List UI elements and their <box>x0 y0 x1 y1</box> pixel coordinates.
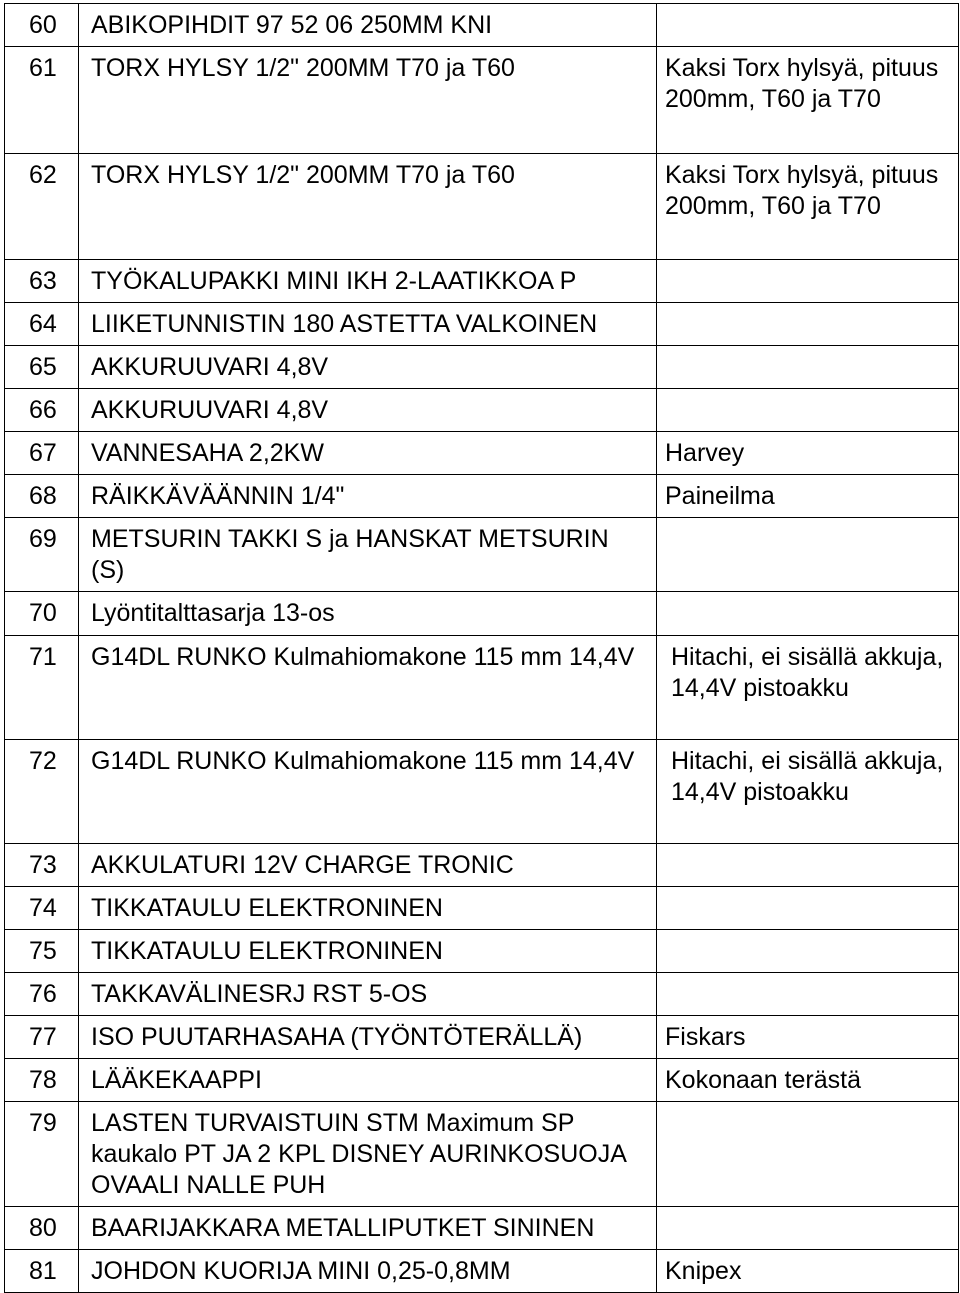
item-number: 79 <box>5 1102 79 1207</box>
item-number: 71 <box>5 636 79 740</box>
item-number: 60 <box>5 4 79 47</box>
item-number: 76 <box>5 973 79 1016</box>
table-row <box>5 887 959 930</box>
item-note <box>657 1102 959 1207</box>
table-row <box>5 260 959 303</box>
item-note <box>657 518 959 592</box>
table-row <box>5 47 959 154</box>
table-row <box>5 1207 959 1250</box>
item-name: TORX HYLSY 1/2" 200MM T70 ja T60 <box>79 47 657 154</box>
table-row <box>5 1016 959 1059</box>
item-note: Kaksi Torx hylsyä, pituus 200mm, T60 ja T70 <box>657 47 959 154</box>
item-note: Harvey <box>657 432 959 475</box>
item-number: 61 <box>5 47 79 154</box>
item-name: METSURIN TAKKI S ja HANSKAT METSURIN (S) <box>79 518 657 592</box>
item-name: AKKURUUVARI 4,8V <box>79 346 657 389</box>
item-name: AKKURUUVARI 4,8V <box>79 389 657 432</box>
item-note <box>657 592 959 636</box>
item-number: 81 <box>5 1250 79 1293</box>
item-name: AKKULATURI 12V CHARGE TRONIC <box>79 844 657 887</box>
table-row <box>5 4 959 47</box>
item-name: RÄIKKÄVÄÄNNIN 1/4" <box>79 475 657 518</box>
table-row <box>5 346 959 389</box>
item-number: 80 <box>5 1207 79 1250</box>
item-note <box>657 389 959 432</box>
item-number: 72 <box>5 740 79 844</box>
item-number: 69 <box>5 518 79 592</box>
item-name: G14DL RUNKO Kulmahiomakone 115 mm 14,4V <box>79 636 657 740</box>
items-table-body <box>5 4 959 1293</box>
item-note <box>657 4 959 47</box>
table-row <box>5 844 959 887</box>
item-note <box>657 1207 959 1250</box>
table-row <box>5 475 959 518</box>
item-name: TORX HYLSY 1/2" 200MM T70 ja T60 <box>79 154 657 260</box>
item-note: Hitachi, ei sisällä akkuja, 14,4V pistoakku <box>657 636 959 740</box>
table-row <box>5 973 959 1016</box>
item-note: Kokonaan terästä <box>657 1059 959 1102</box>
item-note: Kaksi Torx hylsyä, pituus 200mm, T60 ja T70 <box>657 154 959 260</box>
item-number: 67 <box>5 432 79 475</box>
item-name: LÄÄKEKAAPPI <box>79 1059 657 1102</box>
table-row <box>5 636 959 740</box>
table-row <box>5 432 959 475</box>
item-note: Hitachi, ei sisällä akkuja, 14,4V pistoakku <box>657 740 959 844</box>
item-note <box>657 303 959 346</box>
item-note: Knipex <box>657 1250 959 1293</box>
item-note <box>657 346 959 389</box>
item-note <box>657 930 959 973</box>
table-row <box>5 1102 959 1207</box>
table-row <box>5 1250 959 1293</box>
item-name: JOHDON KUORIJA MINI 0,25-0,8MM <box>79 1250 657 1293</box>
item-name: TYÖKALUPAKKI MINI IKH 2-LAATIKKOA P <box>79 260 657 303</box>
item-number: 66 <box>5 389 79 432</box>
item-note <box>657 973 959 1016</box>
item-number: 68 <box>5 475 79 518</box>
table-row <box>5 740 959 844</box>
item-name: G14DL RUNKO Kulmahiomakone 115 mm 14,4V <box>79 740 657 844</box>
item-number: 70 <box>5 592 79 636</box>
item-name: BAARIJAKKARA METALLIPUTKET SININEN <box>79 1207 657 1250</box>
item-name: TAKKAVÄLINESRJ RST 5-OS <box>79 973 657 1016</box>
table-row <box>5 1059 959 1102</box>
item-number: 64 <box>5 303 79 346</box>
item-number: 63 <box>5 260 79 303</box>
item-number: 75 <box>5 930 79 973</box>
item-number: 77 <box>5 1016 79 1059</box>
items-table <box>4 3 959 1293</box>
table-row <box>5 518 959 592</box>
table-row <box>5 389 959 432</box>
item-note <box>657 260 959 303</box>
item-number: 65 <box>5 346 79 389</box>
item-name: TIKKATAULU ELEKTRONINEN <box>79 930 657 973</box>
item-number: 62 <box>5 154 79 260</box>
table-row <box>5 930 959 973</box>
item-name: LIIKETUNNISTIN 180 ASTETTA VALKOINEN <box>79 303 657 346</box>
table-row <box>5 154 959 260</box>
item-name: VANNESAHA 2,2KW <box>79 432 657 475</box>
item-name: TIKKATAULU ELEKTRONINEN <box>79 887 657 930</box>
item-name: ISO PUUTARHASAHA (TYÖNTÖTERÄLLÄ) <box>79 1016 657 1059</box>
table-row <box>5 592 959 636</box>
item-name: LASTEN TURVAISTUIN STM Maximum SP kaukalo PT JA 2 KPL DISNEY AURINKOSUOJA OVAALI NALLE PUH <box>79 1102 657 1207</box>
item-note: Paineilma <box>657 475 959 518</box>
item-number: 78 <box>5 1059 79 1102</box>
item-number: 74 <box>5 887 79 930</box>
item-note <box>657 844 959 887</box>
item-note <box>657 887 959 930</box>
item-name: Lyöntitalttasarja 13-os <box>79 592 657 636</box>
item-name: ABIKOPIHDIT 97 52 06 250MM KNI <box>79 4 657 47</box>
item-number: 73 <box>5 844 79 887</box>
table-row <box>5 303 959 346</box>
item-note: Fiskars <box>657 1016 959 1059</box>
